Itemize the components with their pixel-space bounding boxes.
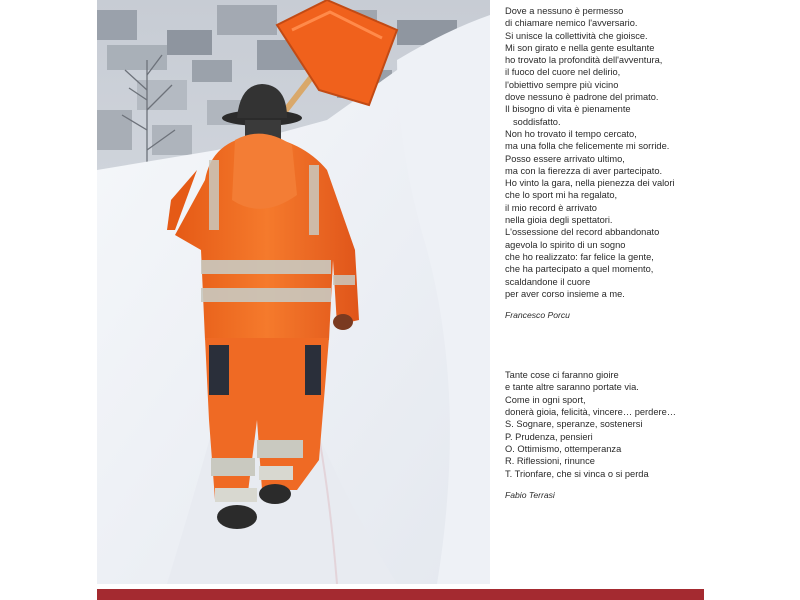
poem-line: Tante cose ci faranno gioire	[505, 370, 619, 381]
poem-line: soddisfatto.	[513, 116, 561, 127]
poem-line: Ho vinto la gara, nella pienezza dei valori	[505, 178, 675, 189]
poem-line: donerà gioia, felicità, vincere… perdere…	[505, 407, 677, 418]
poem-author: Francesco Porcu	[505, 310, 570, 321]
poem-line: di chiamare nemico l'avversario.	[505, 18, 638, 29]
poem-line: R. Riflessioni, rinunce	[505, 456, 595, 467]
poem-author: Fabio Terrasi	[505, 489, 555, 500]
poem-line: O. Ottimismo, ottemperanza	[505, 443, 622, 454]
poem-line: S. Sognare, speranze, sostenersi	[505, 419, 643, 430]
poem-line: Si unisce la collettività che gioisce.	[505, 30, 648, 41]
poem-fabio-terrasi	[505, 369, 715, 501]
poem-francesco-porcu	[505, 5, 715, 321]
poem-line: Non ho trovato il tempo cercato,	[505, 128, 637, 139]
snow-worker-illustration	[97, 0, 490, 584]
poem-line: P. Prudenza, pensieri	[505, 431, 593, 442]
poem-line: L'ossessione del record abbandonato	[505, 227, 660, 238]
footer-accent-bar	[97, 589, 704, 600]
poem-line: scaldandone il cuore	[505, 276, 591, 287]
poem-column	[505, 5, 715, 501]
poem-line: che lo sport mi ha regalato,	[505, 190, 618, 201]
poem-line: nella gioia degli spettatori.	[505, 215, 613, 226]
snow-worker-photo	[97, 0, 490, 584]
poem-line: Mi son girato e nella gente esultante	[505, 42, 655, 53]
poem-line: che ho realizzato: far felice la gente,	[505, 251, 654, 262]
poem-line: il fuoco del cuore nel delirio,	[505, 67, 621, 78]
poem-line: ma una folla che felicemente mi sorride.	[505, 141, 670, 152]
poem-line: T. Trionfare, che si vinca o si perda	[505, 468, 649, 479]
poem-line: Dove a nessuno è permesso	[505, 6, 624, 16]
poem-line: Il bisogno di vita è pienamente	[505, 104, 631, 115]
poem-line: Come in ogni sport,	[505, 394, 586, 405]
poem-line: e tante altre saranno portate via.	[505, 382, 639, 393]
poem-line: agevola lo spirito di un sogno	[505, 239, 626, 250]
poem-line: per aver corso insieme a me.	[505, 288, 625, 299]
poem-line: l'obiettivo sempre più vicino	[505, 79, 619, 90]
poem-line: il mio record è arrivato	[505, 202, 597, 213]
poem-line: Posso essere arrivato ultimo,	[505, 153, 625, 164]
poem-line: che ha partecipato a quel momento,	[505, 264, 654, 275]
poem-line: dove nessuno è padrone del primato.	[505, 92, 659, 103]
poem-line: ho trovato la profondità dell'avventura,	[505, 55, 663, 66]
poem-line: ma con la fierezza di aver partecipato.	[505, 165, 663, 176]
